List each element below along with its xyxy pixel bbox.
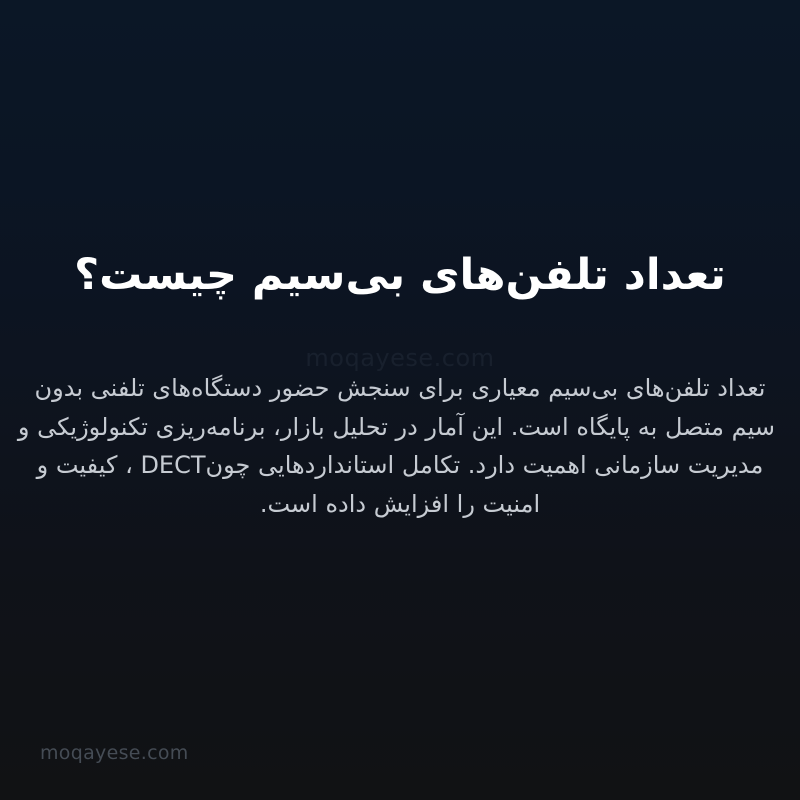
body-line-1: تعداد تلفن‌های بی‌سیم معیاری برای سنجش حضور دستگاه‌های تلفنی بدون	[34, 374, 766, 402]
body-line-2: سیم متصل به پایگاه است. این آمار در تحلیل بازار، برنامه‌ریزی تکنولوژیکی و	[17, 412, 775, 441]
body-line-4: امنیت را افزایش داده است.	[259, 489, 541, 518]
center-watermark: moqayese.com	[305, 344, 495, 372]
body-paragraph	[17, 369, 775, 523]
page-title: تعداد تلفن‌های بی‌سیم چیست؟	[74, 250, 726, 300]
body-line-3: مدیریت سازمانی اهمیت دارد. تکامل استانداردهایی چونDECT ، کیفیت و	[36, 451, 764, 479]
footer-watermark: moqayese.com	[40, 742, 189, 764]
